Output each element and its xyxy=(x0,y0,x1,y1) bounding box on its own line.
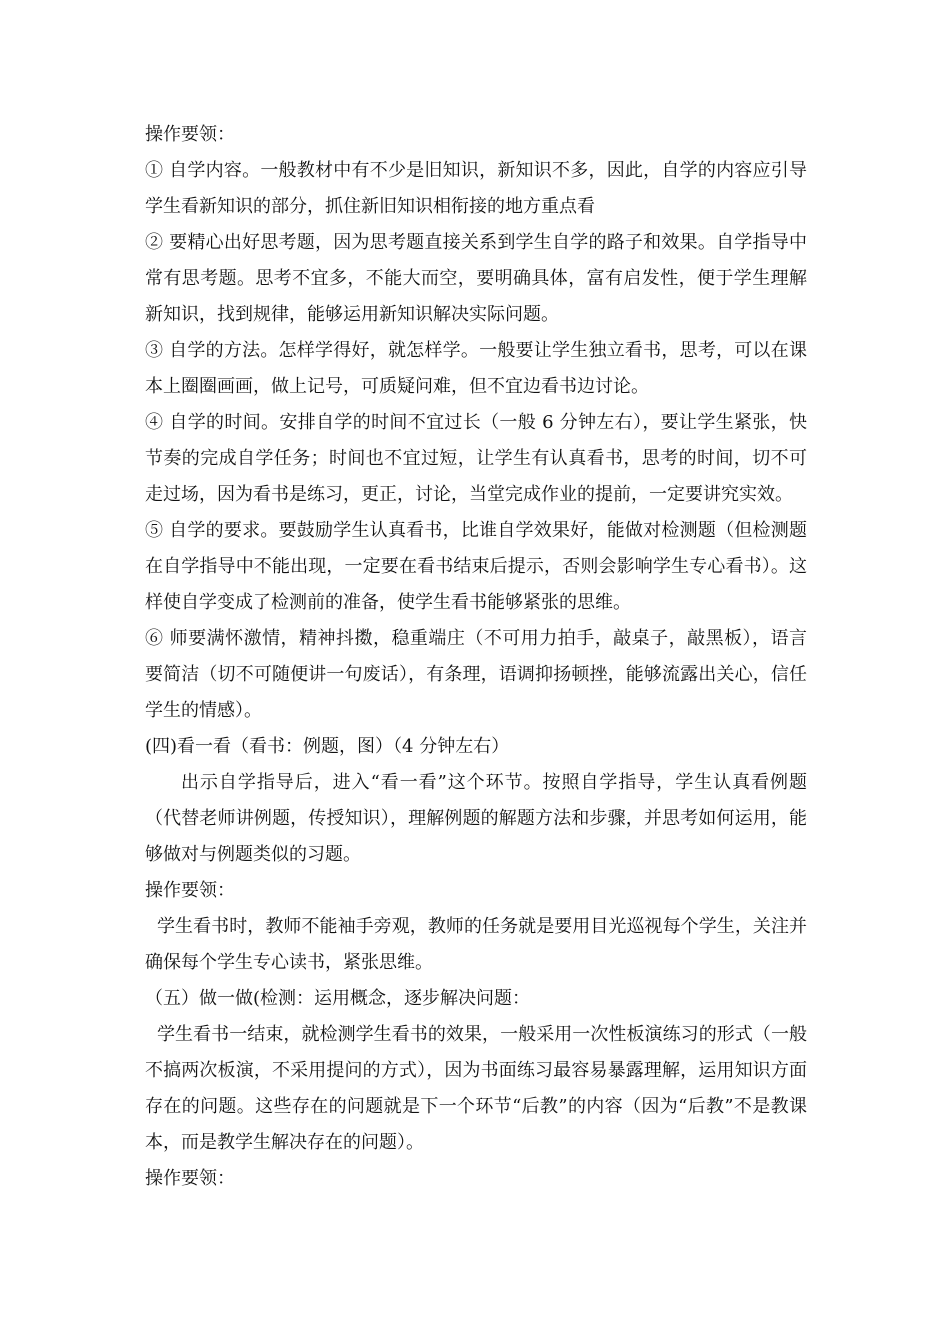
item-self-study-content: ① 自学内容。一般教材中有不少是旧知识，新知识不多，因此，自学的内容应引导学生看新知识的部分，抓住新旧知识相衔接的地方重点看 xyxy=(145,160,807,217)
section-4-tip: 学生看书时，教师不能袖手旁观，教师的任务就是要用目光巡视每个学生，关注并确保每个学生专心读书，紧张思维。 xyxy=(145,916,807,973)
section-4-body: 出示自学指导后，进入“看一看”这个环节。按照自学指导，学生认真看例题（代替老师讲例题，传授知识），理解例题的解题方法和步骤，并思考如何运用，能够做对与例题类似的习题。 xyxy=(145,772,807,865)
document-body xyxy=(145,117,807,1197)
section-4-title: (四)看一看（看书：例题，图）（4 分钟左右） xyxy=(145,736,510,757)
item-teacher-demeanor: ⑥ 师要满怀激情，精神抖擞，稳重端庄（不可用力拍手，敲桌子，敲黑板），语言要简洁（切不可随便讲一句废话），有条理，语调抑扬顿挫，能够流露出关心，信任学生的情感）。 xyxy=(145,628,807,721)
item-self-study-requirements: ⑤ 自学的要求。要鼓励学生认真看书，比谁自学效果好，能做对检测题（但检测题在自学指导中不能出现，一定要在看书结束后提示，否则会影响学生专心看书）。这样使自学变成了检测前的准备，使学生看书能够紧张的思维。 xyxy=(145,520,807,613)
heading-operation-essentials-3: 操作要领： xyxy=(145,1168,235,1189)
item-self-study-method: ③ 自学的方法。怎样学得好，就怎样学。一般要让学生独立看书，思考，可以在课本上圈圈画画，做上记号，可质疑问难，但不宜边看书边讨论。 xyxy=(145,340,807,397)
item-thinking-questions: ② 要精心出好思考题，因为思考题直接关系到学生自学的路子和效果。自学指导中常有思考题。思考不宜多，不能大而空，要明确具体，富有启发性，便于学生理解新知识，找到规律，能够运用新知识解决实际问题。 xyxy=(145,232,807,325)
section-5-body: 学生看书一结束，就检测学生看书的效果，一般采用一次性板演练习的形式（一般不搞两次板演，不采用提问的方式），因为书面练习最容易暴露理解，运用知识方面存在的问题。这些存在的问题就是下一个环节“后教”的内容（因为“后教”不是教课本，而是教学生解决存在的问题）。 xyxy=(145,1024,807,1153)
section-5-title: （五）做一做(检测：运用概念，逐步解决问题： xyxy=(145,988,531,1009)
heading-operation-essentials-2: 操作要领： xyxy=(145,880,235,901)
heading-operation-essentials: 操作要领： xyxy=(145,124,235,145)
item-self-study-time: ④ 自学的时间。安排自学的时间不宜过长（一般 6 分钟左右），要让学生紧张，快节奏的完成自学任务；时间也不宜过短，让学生有认真看书，思考的时间，切不可走过场，因为看书是练习，更正，讨论，当堂完成作业的提前，一定要讲究实效。 xyxy=(145,412,807,505)
